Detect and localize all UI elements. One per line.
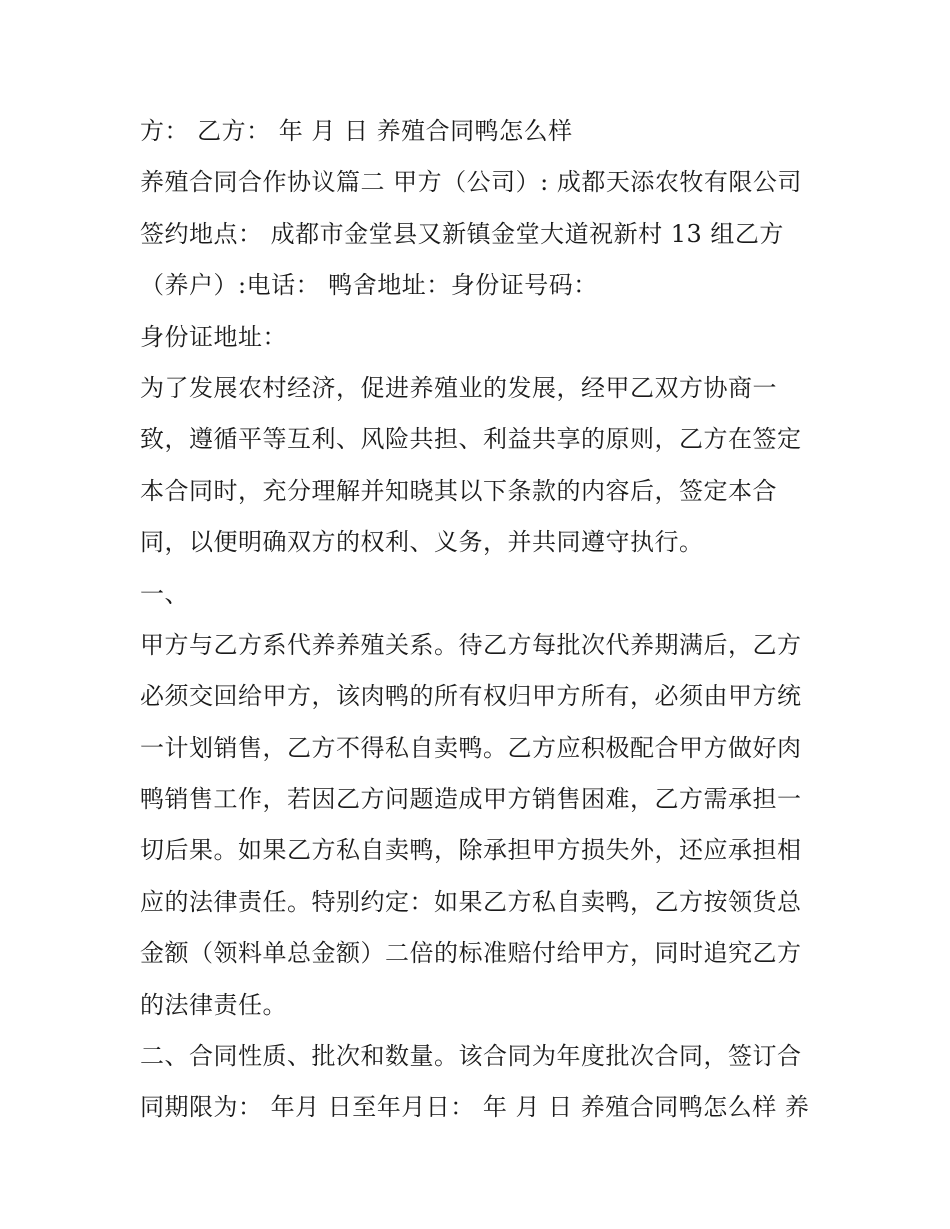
text-line-2: 养殖合同合作协议篇二 甲方（公司）: 成都天添农牧有限公司 xyxy=(140,168,802,197)
text-line-16: 应的法律责任。特别约定：如果乙方私自卖鸭，乙方按领货总 xyxy=(140,887,802,916)
text-line-4: （养户）:电话： 鸭舍地址：身份证号码： xyxy=(140,271,598,300)
text-line-6: 为了发展农村经济，促进养殖业的发展，经甲乙双方协商一 xyxy=(140,373,777,402)
text-line-11: 甲方与乙方系代养养殖关系。待乙方每批次代养期满后，乙方 xyxy=(140,630,802,659)
text-line-15: 切后果。如果乙方私自卖鸭，除承担甲方损失外，还应承担相 xyxy=(140,836,802,865)
text-line-18: 的法律责任。 xyxy=(140,990,287,1019)
text-line-13: 一计划销售，乙方不得私自卖鸭。乙方应积极配合甲方做好肉 xyxy=(140,733,802,762)
text-line-3: 签约地点： 成都市金堂县又新镇金堂大道祝新村 13 组乙方 xyxy=(140,219,784,248)
text-line-17: 金额（领料单总金额）二倍的标准赔付给甲方，同时追究乙方 xyxy=(140,939,802,968)
text-line-20: 同期限为： 年月 日至年月日： 年 月 日 养殖合同鸭怎么样 养 xyxy=(140,1093,810,1122)
text-line-1: 方： 乙方： 年 月 日 养殖合同鸭怎么样 xyxy=(140,117,573,145)
text-line-9: 同，以便明确双方的权利、义务，并共同遵守执行。 xyxy=(140,528,704,557)
text-line-14: 鸭销售工作，若因乙方问题造成甲方销售困难，乙方需承担一 xyxy=(140,785,802,814)
text-line-19: 二、合同性质、批次和数量。该合同为年度批次合同，签订合 xyxy=(140,1042,802,1071)
text-line-12: 必须交回给甲方，该肉鸭的所有权归甲方所有，必须由甲方统 xyxy=(140,682,802,711)
text-line-8: 本合同时，充分理解并知晓其以下条款的内容后，签定本合 xyxy=(140,476,777,505)
text-line-7: 致，遵循平等互利、风险共担、利益共享的原则，乙方在签定 xyxy=(140,425,802,454)
section-heading-1: 一、 xyxy=(140,579,189,608)
text-line-5: 身份证地址： xyxy=(140,322,287,351)
document-body xyxy=(140,106,830,1134)
